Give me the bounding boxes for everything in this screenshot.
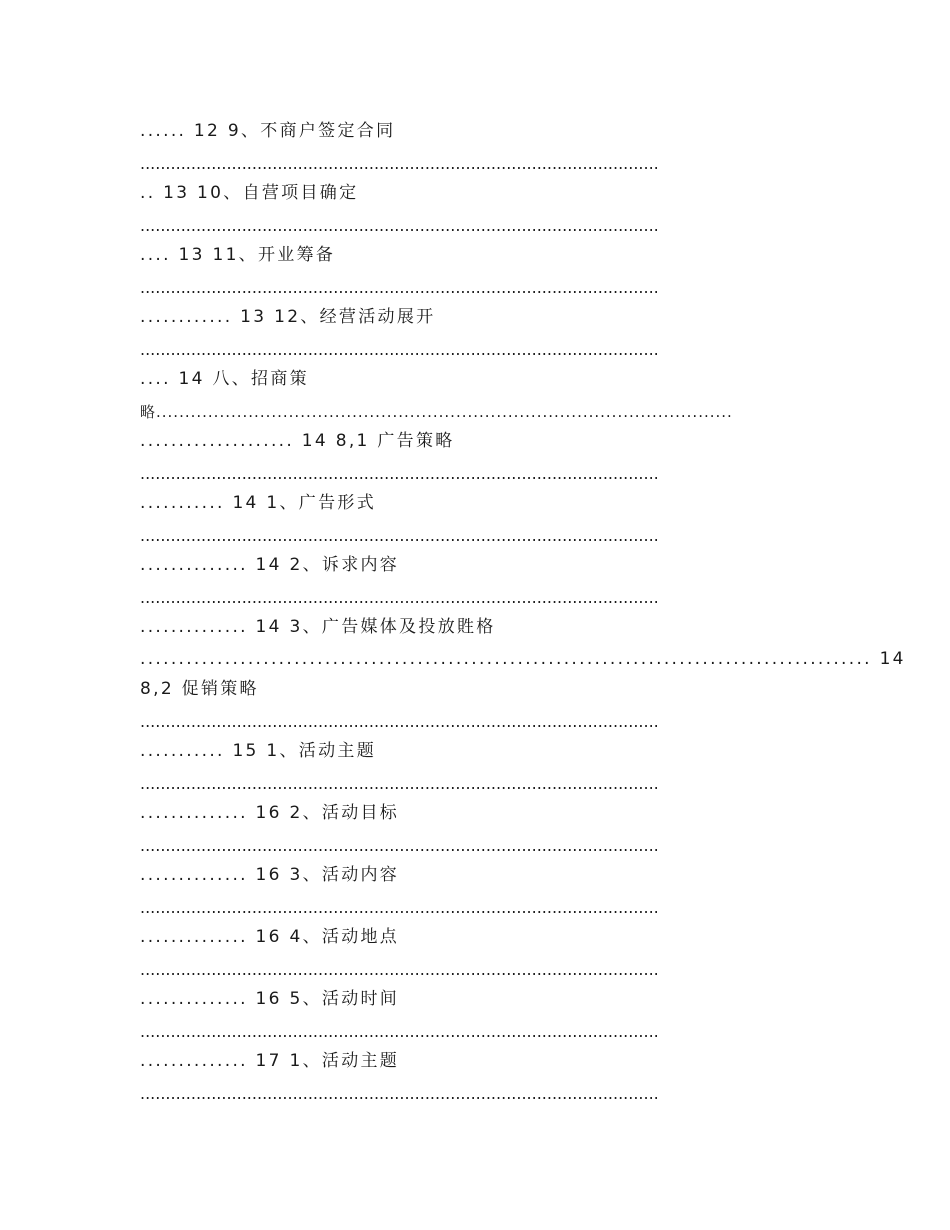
toc-leader: ...................................................................................................... <box>140 774 659 793</box>
toc-entry: ........... 15 1、活动主题 <box>140 741 376 761</box>
toc-entry: .............. 14 3、广告媒体及投放貹格 <box>140 617 496 637</box>
toc-entry: ............ 13 12、经营活动展开 <box>140 307 436 327</box>
toc-entry: .... 14 八、招商策 <box>140 369 309 389</box>
toc-leader: ...................................................................................................... <box>140 960 659 979</box>
toc-entry: .............. 17 1、活动主题 <box>140 1051 400 1071</box>
toc-entry: 略.................................................................................................... <box>140 403 733 421</box>
toc-leader: ...................................................................................................... <box>140 1084 659 1103</box>
toc-leader: ...................................................................................................... <box>140 526 659 545</box>
toc-entry: ........... 14 1、广告形式 <box>140 493 376 513</box>
toc-leader: ...................................................................................................... <box>140 464 659 483</box>
toc-leader: ...................................................................................................... <box>140 588 659 607</box>
toc-leader: ...................................................................................................... <box>140 836 659 855</box>
toc-entry: .............. 16 5、活动时间 <box>140 989 400 1009</box>
toc-entry: .. 13 10、自营项目确定 <box>140 183 359 203</box>
toc-leader: ...................................................................................................... <box>140 278 659 297</box>
toc-entry: 8,2 促销策略 <box>140 679 259 699</box>
toc-entry: .... 13 11、开业筹备 <box>140 245 336 265</box>
toc-entry: ............................................................................................... 14 <box>140 649 906 669</box>
toc-entry: .................... 14 8,1 广告策略 <box>140 431 455 451</box>
toc-leader: ...................................................................................................... <box>140 898 659 917</box>
toc-leader: ...................................................................................................... <box>140 154 659 173</box>
toc-leader: ...................................................................................................... <box>140 1022 659 1041</box>
toc-leader: ...................................................................................................... <box>140 340 659 359</box>
toc-entry: ...... 12 9、不商户签定合同 <box>140 121 396 141</box>
toc-entry: .............. 16 4、活动地点 <box>140 927 400 947</box>
toc-leader: ...................................................................................................... <box>140 216 659 235</box>
toc-entry: .............. 14 2、诉求内容 <box>140 555 400 575</box>
toc-entry: .............. 16 2、活动目标 <box>140 803 400 823</box>
toc-leader: ...................................................................................................... <box>140 712 659 731</box>
toc-entry: .............. 16 3、活动内容 <box>140 865 400 885</box>
